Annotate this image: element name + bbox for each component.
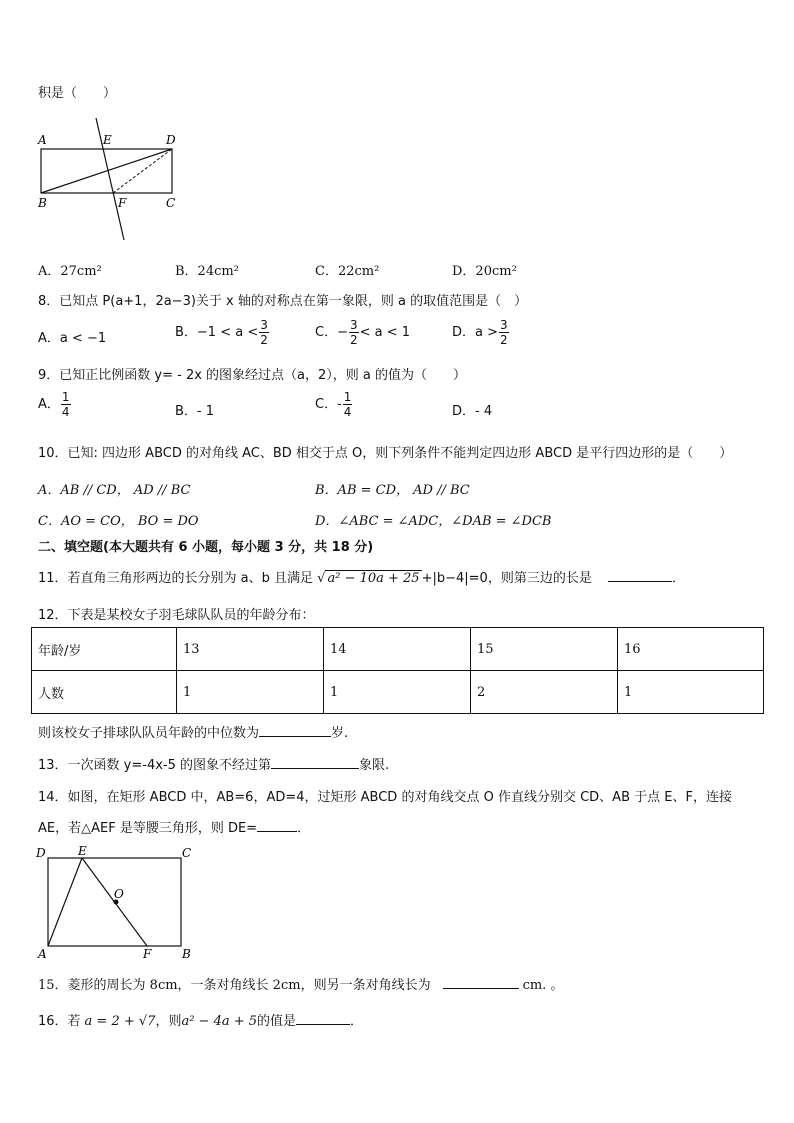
q11-answer-blank	[608, 567, 672, 582]
label-f: F	[118, 196, 127, 210]
q15-text: 15．菱形的周长为 8cm，一条对角线长 2cm，则另一条对角线长为 cm. 。	[38, 974, 563, 993]
q10-option-c: C．AO = CO， BO = DO	[38, 514, 199, 529]
q8-option-b: B．−1 < a < $\frac{3}{2}$	[175, 318, 268, 347]
q16-expression: a² − 4a + 5	[181, 1014, 258, 1029]
table-cell: 1	[618, 671, 764, 714]
table-cell: 14	[324, 628, 471, 671]
label-b: B	[38, 196, 47, 210]
q7-option-b: B．24cm²	[175, 264, 239, 279]
table-cell: 年龄/岁	[32, 628, 177, 671]
q9-option-d: D．- 4	[452, 404, 493, 419]
q8-option-a: A．a < −1	[38, 331, 107, 346]
label-c: C	[182, 846, 192, 860]
q8-option-d: D．a > $\frac{3}{2}$	[452, 318, 508, 347]
q12-followup: 则该校女子排球队队员年龄的中位数为 岁.	[38, 722, 348, 741]
q9-option-b: B．- 1	[175, 404, 215, 419]
label-c: C	[166, 196, 176, 210]
q14-line2: AE，若△AEF 是等腰三角形，则 DE= ．	[38, 817, 310, 836]
q8-stem: 8．已知点 P(a+1，2a−3)关于 x 轴的对称点在第一象限，则 a 的取值范围是（ ）	[38, 294, 528, 309]
label-e: E	[78, 844, 87, 858]
q13-answer-blank	[271, 754, 359, 769]
q10-option-d: D．∠ABC = ∠ADC，∠DAB = ∠DCB	[315, 514, 552, 529]
table-row	[32, 671, 764, 714]
q16-answer-blank	[296, 1010, 350, 1025]
table-cell: 1	[177, 671, 324, 714]
q9-option-c: C．- $\frac{1}{4}$	[315, 390, 352, 419]
q9-stem: 9．已知正比例函数 y= - 2x 的图象经过点（a，2），则 a 的值为（ ）	[38, 368, 467, 383]
q7-tail-text: 积是（ ）	[38, 86, 117, 101]
q7-option-d: D．20cm²	[452, 264, 517, 279]
q12-answer-blank	[259, 722, 331, 737]
q12-stem: 12．下表是某校女子羽毛球队队员的年龄分布：	[38, 608, 315, 623]
q7-option-c: C．22cm²	[315, 264, 380, 279]
segment-ae	[48, 858, 82, 946]
q8-option-c: C．− $\frac{3}{2}$ < a < 1	[315, 318, 411, 347]
q11-radicand: a² − 10a + 25	[327, 571, 420, 586]
table-cell: 2	[471, 671, 618, 714]
label-e: E	[103, 133, 112, 147]
q7-rectangle-figure	[30, 110, 190, 245]
q9-option-a: A． $\frac{1}{4}$	[38, 390, 70, 419]
q11-text: 11．若直角三角形两边的长分别为 a、b 且满足 √ a² − 10a + 25 +|b−4|=0，则第三边的长是 ．	[38, 567, 685, 586]
label-d: D	[166, 133, 176, 147]
q14-rectangle-figure	[30, 842, 200, 962]
q14-line1: 14．如图，在矩形 ABCD 中，AB=6，AD=4，过矩形 ABCD 的对角线交点 O 作直线分别交 CD、AB 于点 E、F，连接	[38, 790, 732, 805]
q7-option-a: A．27cm²	[38, 264, 102, 279]
table-cell: 16	[618, 628, 764, 671]
age-table	[31, 627, 764, 714]
table-cell: 1	[324, 671, 471, 714]
table-row	[32, 628, 764, 671]
segment-fd	[113, 149, 172, 193]
label-f: F	[143, 947, 152, 961]
label-a: A	[38, 133, 47, 147]
label-a: A	[38, 947, 47, 961]
table-cell: 15	[471, 628, 618, 671]
table-cell: 13	[177, 628, 324, 671]
section-heading: 二、填空题(本大题共有 6 小题，每小题 3 分，共 18 分)	[38, 540, 374, 555]
q10-option-b: B．AB = CD， AD // BC	[315, 483, 470, 498]
label-b: B	[182, 947, 191, 961]
q16-text: 16．若 a = 2 + √7，则a² − 4a + 5的值是 ．	[38, 1010, 363, 1029]
table-cell: 人数	[32, 671, 177, 714]
diagonal-bd	[41, 149, 172, 193]
q15-answer-blank	[443, 974, 519, 989]
label-d: D	[36, 846, 46, 860]
label-o: O	[114, 887, 124, 901]
q13-text: 13．一次函数 y=-4x-5 的图象不经过第 象限.	[38, 754, 389, 773]
q14-answer-blank	[257, 817, 297, 832]
q16-expression-a: a = 2 + √7	[84, 1014, 156, 1029]
q10-option-a: A．AB // CD， AD // BC	[38, 483, 191, 498]
q10-stem: 10．已知: 四边形 ABCD 的对角线 AC、BD 相交于点 O，则下列条件不能判定四边形 ABCD 是平行四边形的是（ ）	[38, 446, 733, 461]
